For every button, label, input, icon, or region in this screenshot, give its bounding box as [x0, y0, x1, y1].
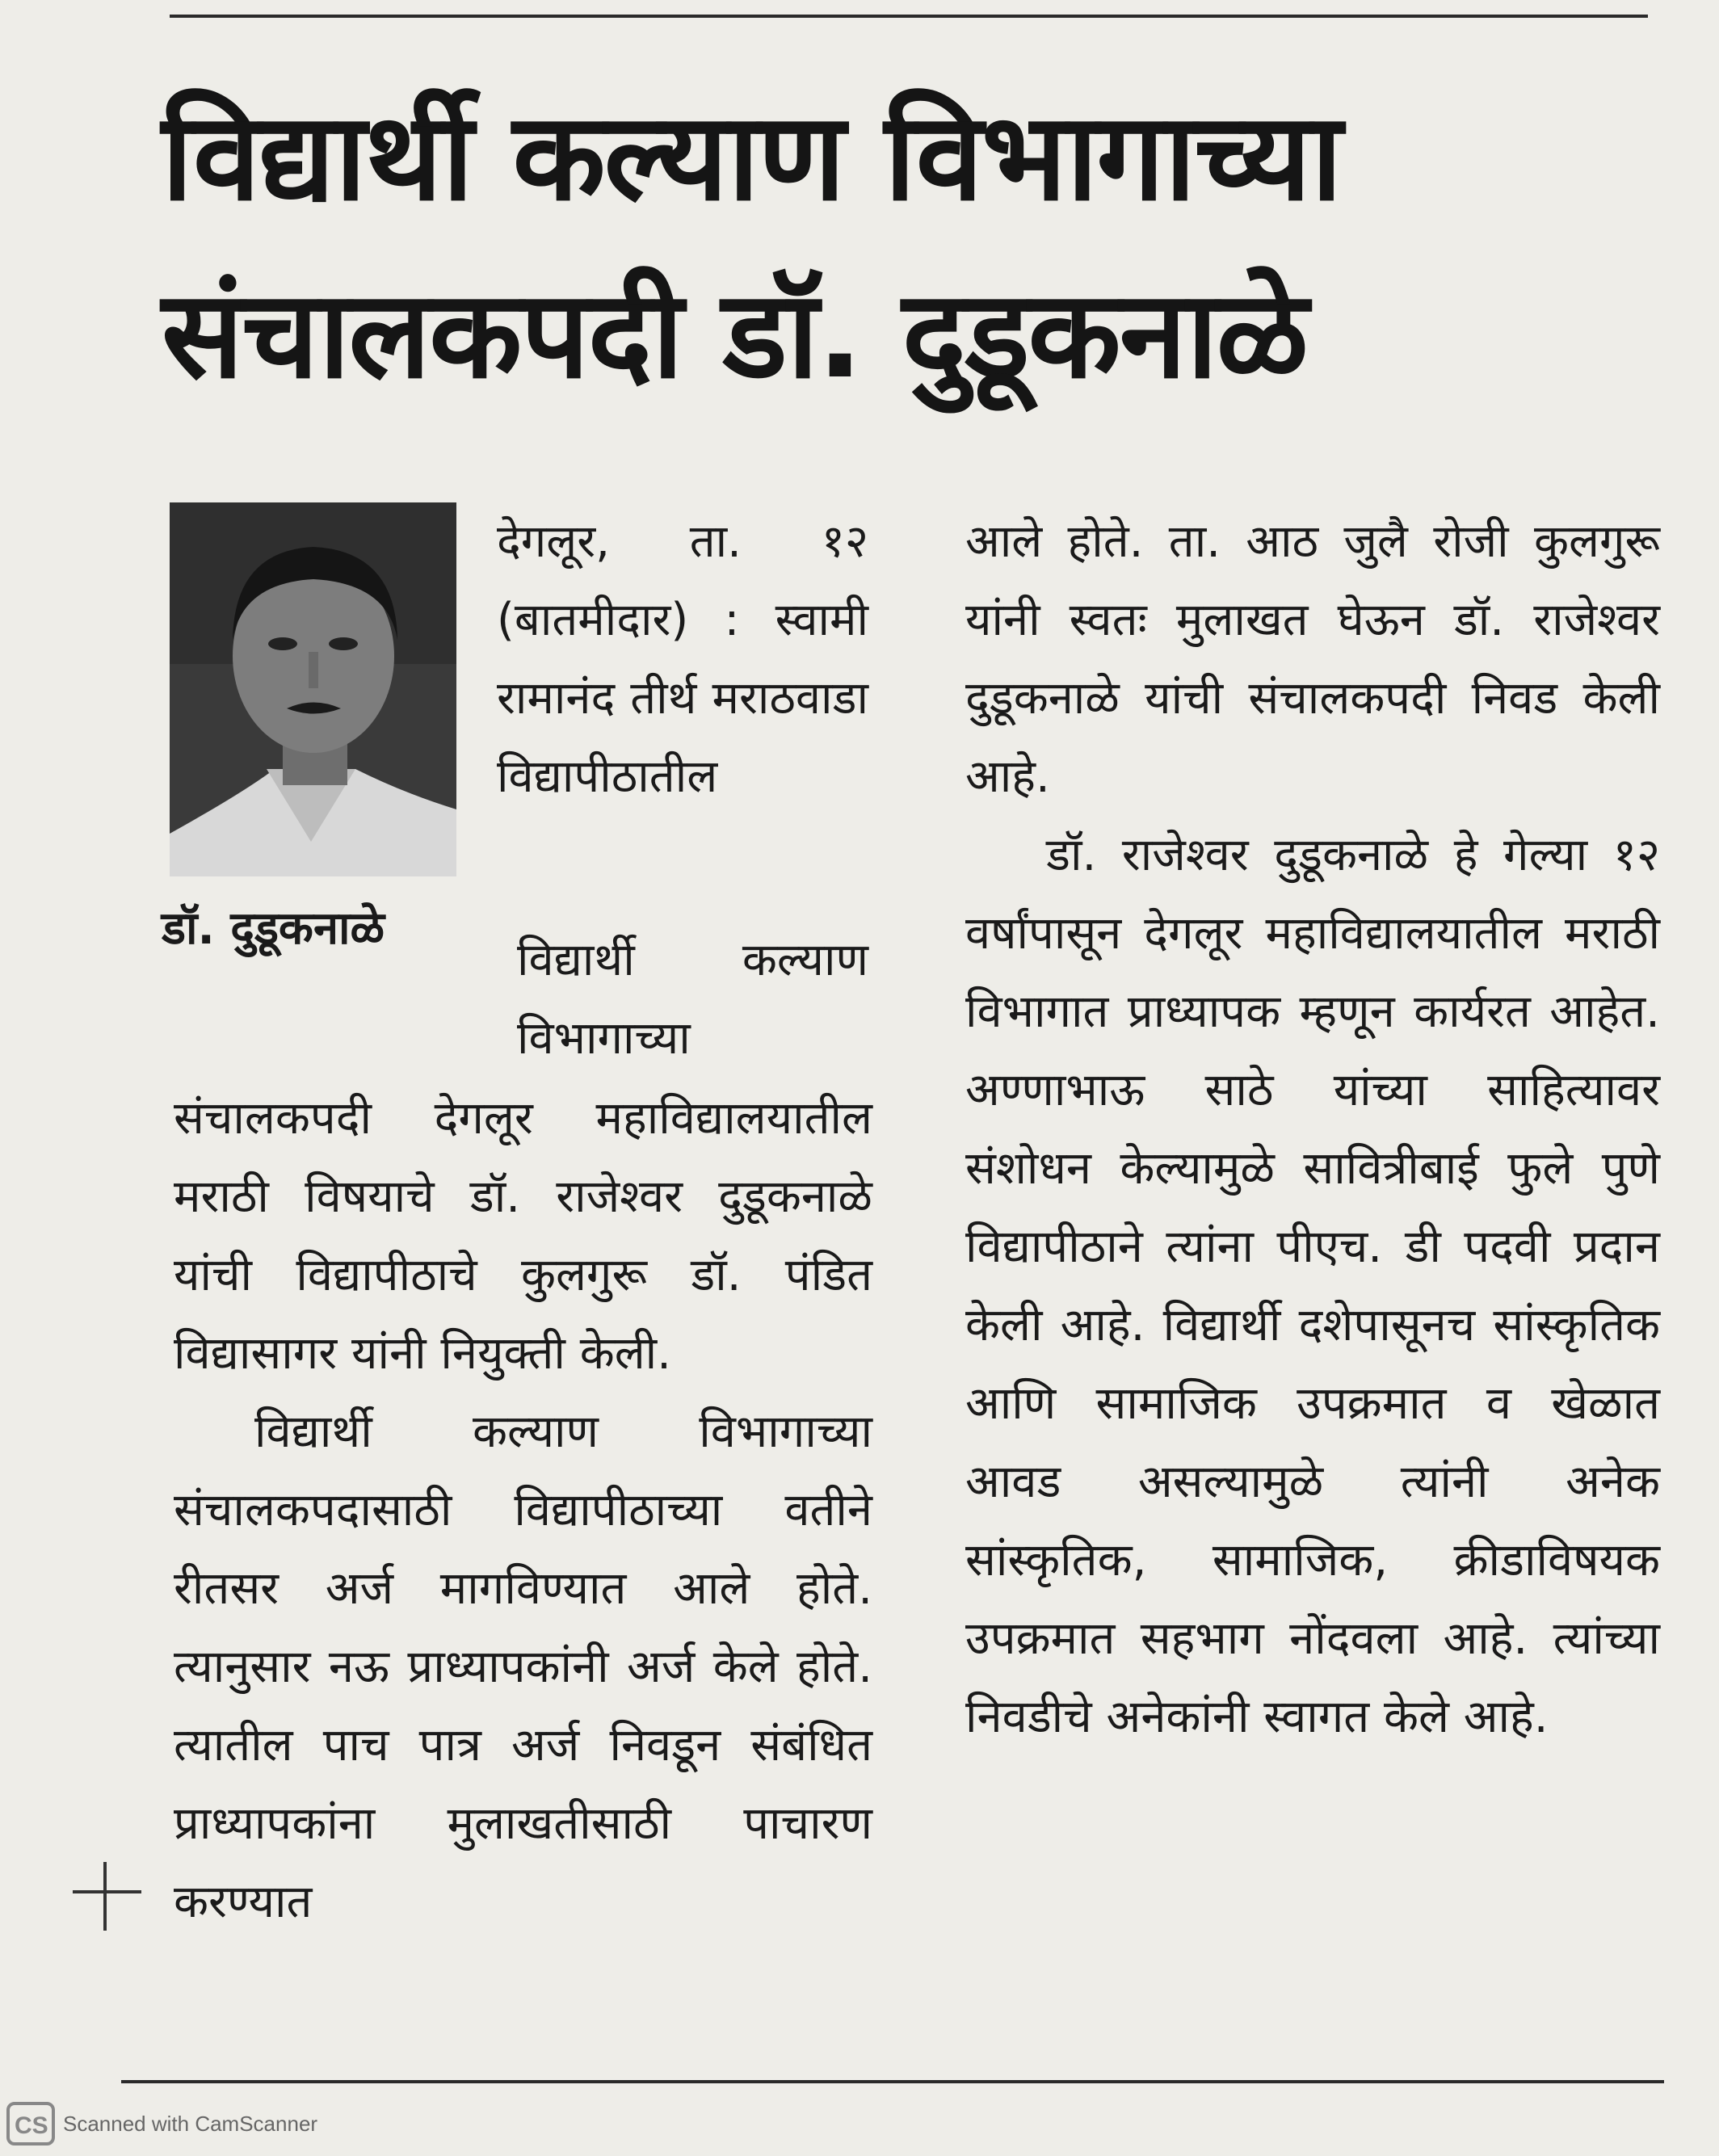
left-paragraph-1: संचालकपदी देगलूर महाविद्यालयातील मराठी विषयाचे डॉ. राजेश्वर दुडूकनाळे यांची विद्यापीठाचे कुलगुरू डॉ. पंडित विद्यासागर यांनी नियुक्ती केली. [174, 1092, 872, 1380]
left-paragraph-2: विद्यार्थी कल्याण विभागाच्या संचालकपदासाठी विद्यापीठाच्या वतीने रीतसर अर्ज मागविण्यात आले होते. त्यानुसार नऊ प्राध्यापकांनी अर्ज केले होते. त्यातील पाच पात्र अर्ज निवडून संबंधित प्राध्यापकांना मुलाखतीसाठी पाचारण करण्यात [174, 1406, 872, 1928]
camscanner-logo-text: CS [15, 2112, 48, 2139]
right-paragraph-2: डॉ. राजेश्वर दुडूकनाळे हे गेल्या १२ वर्षांपासून देगलूर महाविद्यालयातील मराठी विभागात प्राध्यापक म्हणून कार्यरत आहेत. अण्णाभाऊ साठे यांच्या साहित्यावर संशोधन केल्यामुळे सावित्रीबाई फुले पुणे विद्यापीठाने त्यांना पीएच. डी पदवी प्रदान केली आहे. विद्यार्थी दशेपासूनच सांस्कृतिक आणि सामाजिक उपक्रमात व खेळात आवड असल्यामुळे त्यांनी अनेक सांस्कृतिक, सामाजिक, क्रीडाविषयक उपक्रमात सहभाग नोंदवला आहे. त्यांच्या निवडीचे अनेकांनी स्वागत केले आहे. [965, 829, 1660, 1743]
photo-caption: डॉ. दुडूकनाळे [162, 902, 385, 955]
bottom-rule [121, 2080, 1664, 2083]
headline-line-1: विद्यार्थी कल्याण विभागाच्या [162, 87, 1341, 228]
portrait-photo [170, 502, 456, 876]
watermark-text: Scanned with CamScanner [63, 2112, 318, 2136]
article-lead [497, 502, 868, 816]
plus-mark-icon [65, 1858, 145, 1939]
portrait-illustration [170, 502, 456, 876]
headline-line-2: संचालकपदी डॉ. दुडूकनाळे [162, 265, 1307, 406]
article-left-column [174, 1079, 872, 1941]
dateline-paragraph: देगलूर, ता. १२ (बातमीदार) : स्वामी रामानंद तीर्थ मराठवाडा विद्यापीठातील [497, 515, 868, 803]
right-paragraph-1: आले होते. ता. आठ जुलै रोजी कुलगुरू यांनी स्वतः मुलाखत घेऊन डॉ. राजेश्वर दुडूकनाळे यांची संचालकपदी निवड केली आहे. [965, 515, 1660, 803]
lead-continued-text: विद्यार्थी कल्याण विभागाच्या [517, 934, 868, 1065]
article-right-column [965, 502, 1660, 1756]
article-lead-continued [517, 921, 868, 1078]
top-rule [170, 15, 1648, 18]
